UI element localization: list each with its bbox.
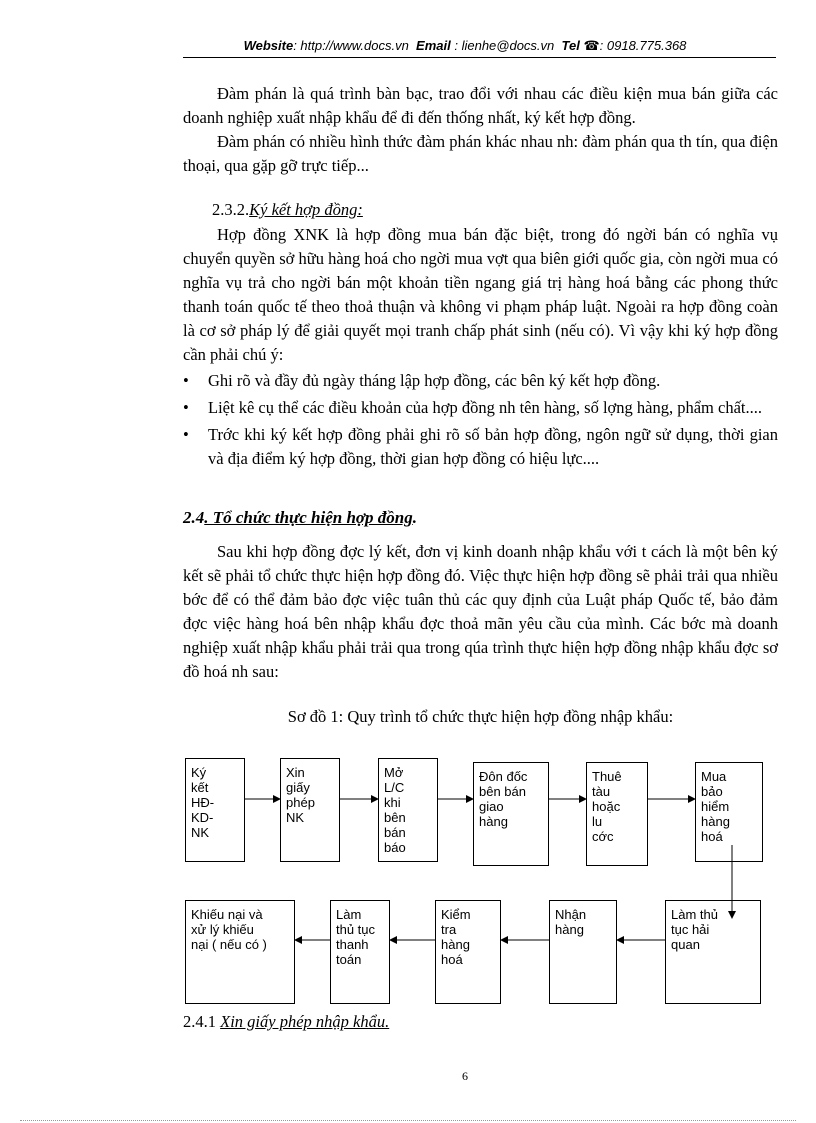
bullet-text: Ghi rõ và đầy đủ ngày tháng lập hợp đồng, các bên ký kết hợp đồng.: [208, 371, 661, 390]
flow-box-customs: Làm thủ tục hải quan: [665, 900, 761, 1004]
bullet-text: Trớc khi ký kết hợp đồng phải ghi rõ số bản hợp đồng, ngôn ngữ sử dụng, thời gian và địa điểm ký hợp đồng, thời gian hợp đồng có hiệu lực....: [208, 425, 778, 468]
flow-box-payment: Làm thủ tục thanh toán: [330, 900, 390, 1004]
section-2-4-paragraph: Sau khi hợp đồng đợc lý kết, đơn vị kinh doanh nhập khẩu với t cách là một bên ký kết sẽ phải tổ chức thực hiện hợp đồng đó. Việc thực hiện hợp đồng sẽ phải trải qua nhiều bớc để có thể đảm bảo đợc việc tuân thủ các quy định của Luật pháp Quốc tế, bảo đảm đợc việc hàng hoá bên nhập khẩu đợc thoả mãn yêu cầu của mình. Các bớc mà doanh nghiệp xuất nhập khẩu phải trải qua trong qúa trình thực hiện hợp đồng nhập khẩu đợc sơ đồ hoá nh sau:: [183, 542, 778, 681]
section-2-3-2-paragraph: Hợp đồng XNK là hợp đồng mua bán đặc biệt, trong đó ngời bán có nghĩa vụ chuyển quyền sở hữu hàng hoá cho ngời mua vợt qua biên giới quốc gia, còn ngời mua có nghĩa vụ trả cho ngời bán một khoản tiền ngang giá trị hàng hoá bằng các phong thức thanh toán quốc tế theo thoả thuận và không vi phạm pháp luật. Ngoài ra hợp đồng coàn là cơ sở pháp lý để giải quyết mọi tranh chấp phát sinh (nếu có). Vì vậy khi ký hợp đồng cần phải chú ý:: [183, 225, 778, 364]
intro-paragraph-1: Đàm phán là quá trình bàn bạc, trao đổi với nhau các điều kiện mua bán giữa các doanh nghiệp xuất nhập khẩu để đi đến thống nhất, ký kết hợp đồng.: [183, 84, 778, 127]
section-2-4-title: . Tổ chức thực hiện hợp đồng: [204, 508, 413, 527]
flow-box-inspect-goods: Kiểm tra hàng hoá: [435, 900, 501, 1004]
section-2-4-1-number: 2.4.1: [183, 1012, 216, 1031]
section-2-3-2-title: Ký kết hợp đồng:: [249, 200, 363, 219]
flow-box-open-lc: Mở L/C khi bên bán báo: [378, 758, 438, 862]
diagram-caption: Sơ đồ 1: Quy trình tổ chức thực hiện hợp đồng nhập khẩu:: [287, 707, 674, 726]
page-number: 6: [462, 1069, 468, 1083]
bullet-icon: •: [183, 398, 189, 417]
tel-label: Tel: [561, 38, 580, 53]
flow-box-urge-seller: Đôn đốc bên bán giao hàng: [473, 762, 549, 866]
bullet-icon: •: [183, 425, 189, 444]
flow-box-charter-ship: Thuê tàu hoặc lu cớc: [586, 762, 648, 866]
phone-icon: ☎: [583, 38, 600, 53]
website-value: : http://www.docs.vn: [293, 38, 409, 53]
tel-value: : 0918.775.368: [599, 38, 687, 53]
bullet-icon: •: [183, 371, 189, 390]
flow-box-sign-contract: Ký kết HĐ- KD- NK: [185, 758, 245, 862]
flow-box-receive-goods: Nhận hàng: [549, 900, 617, 1004]
section-2-4-dot: .: [412, 508, 417, 527]
flow-box-import-license: Xin giấy phép NK: [280, 758, 340, 862]
website-label: Website: [243, 38, 294, 53]
intro-paragraph-2: Đàm phán có nhiều hình thức đàm phán khác nhau nh: đàm phán qua th tín, qua điện thoại, qua gặp gỡ trực tiếp...: [183, 132, 778, 175]
bullet-text: Liệt kê cụ thể các điều khoản của hợp đồng nh tên hàng, số lợng hàng, phẩm chất....: [208, 398, 762, 417]
section-2-4-1-heading: [183, 1012, 389, 1032]
section-2-4-number: 2.4: [183, 508, 205, 527]
flow-box-complaints: Khiếu nại và xử lý khiếu nại ( nếu có ): [185, 900, 295, 1004]
section-2-4-1-title: Xin giấy phép nhập khẩu.: [220, 1012, 390, 1031]
email-value: : lienhe@docs.vn: [454, 38, 555, 53]
flow-box-buy-insurance: Mua bảo hiểm hàng hoá: [695, 762, 763, 862]
footer-divider: [20, 1120, 796, 1121]
section-2-3-2-number: 2.3.2.: [212, 200, 250, 219]
email-label: Email: [416, 38, 451, 53]
